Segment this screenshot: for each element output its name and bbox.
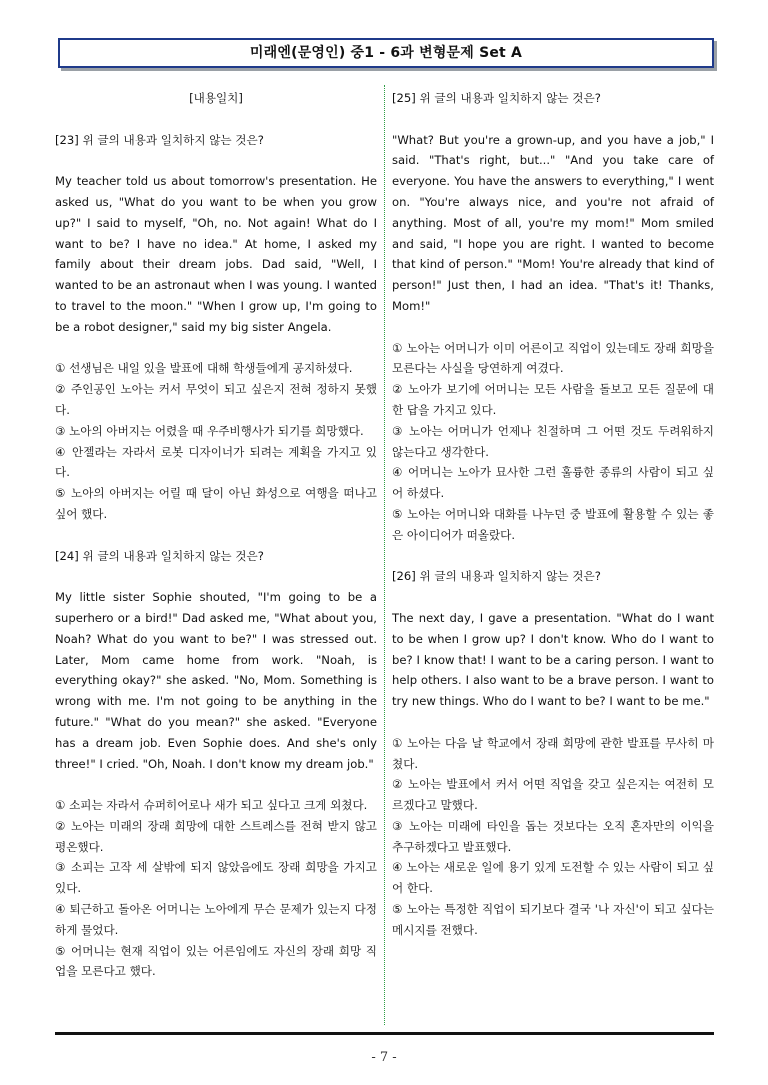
left-column bbox=[55, 88, 377, 1003]
option-2: ② 노아는 발표에서 커서 어떤 직업을 갖고 싶은지는 여전히 모르겠다고 말했다. bbox=[392, 777, 714, 813]
right-column bbox=[392, 88, 714, 961]
option-5: ⑤ 노아는 특정한 직업이 되기보다 결국 '나 자신'이 되고 싶다는 메시지를 전했다. bbox=[392, 902, 714, 937]
option-3: ③ 노아는 어머니가 언제나 친절하며 그 어떤 것도 두려워하지 않는다고 생각한다. bbox=[392, 423, 714, 459]
question-24-passage: My little sister Sophie shouted, "I'm going to be a superhero or a bird!" Dad asked me, "What about you, Noah? What do you want to be?" I was stressed out. Later, Mom came home from work. "Noah, is everything okay?" she asked. "No, Mom. Something is wrong with me. I'm not going to be anything in the future." "What do you mean?" she asked. "Everyone has a dream job. Even Sophie does. And she's only three!" I cried. "Oh, Noah. I don't know my dream job." bbox=[55, 590, 377, 771]
option-3: ③ 소피는 고작 세 살밖에 되지 않았음에도 장래 희망을 가지고 있다. bbox=[55, 860, 377, 896]
option-4: ④ 안젤라는 자라서 로봇 디자이너가 되려는 계획을 가지고 있다. bbox=[55, 444, 377, 480]
option-1: ① 소피는 자라서 슈퍼히어로나 새가 되고 싶다고 크게 외쳤다. bbox=[55, 798, 368, 813]
question-24-prompt: [24] 위 글의 내용과 일치하지 않는 것은? bbox=[55, 548, 264, 563]
question-26-passage: The next day, I gave a presentation. "What do I want to be when I grow up? I don't know. Who do I want to be? I know that! I want to be a caring person. I want to help others. I also want to be a brave person. I want to try new things. Who do I want to be? I want to be me." bbox=[392, 610, 714, 709]
option-2: ② 주인공인 노아는 커서 무엇이 되고 싶은지 전혀 정하지 못했다. bbox=[55, 382, 377, 417]
option-1: ① 선생님은 내일 있을 발표에 대해 학생들에게 공지하셨다. bbox=[55, 361, 353, 376]
question-23-prompt: [23] 위 글의 내용과 일치하지 않는 것은? bbox=[55, 132, 264, 147]
option-1: ① 노아는 다음 날 학교에서 장래 희망에 관한 발표를 무사히 마쳤다. bbox=[392, 735, 714, 771]
option-3: ③ 노아는 미래에 타인을 돕는 것보다는 오직 혼자만의 이익을 추구하겠다고 발표했다. bbox=[392, 818, 714, 854]
option-5: ⑤ 노아는 어머니와 대화를 나누던 중 발표에 활용할 수 있는 좋은 아이디어가 떠올랐다. bbox=[392, 506, 714, 542]
option-1: ① 노아는 어머니가 이미 어른이고 직업이 있는데도 장래 희망을 모른다는 사실을 당연하게 여겼다. bbox=[392, 340, 714, 376]
footer-rule bbox=[55, 1032, 714, 1035]
page-header bbox=[58, 38, 714, 68]
question-25-prompt: [25] 위 글의 내용과 일치하지 않는 것은? bbox=[392, 91, 601, 105]
option-2: ② 노아가 보기에 어머니는 모든 사람을 돌보고 모든 질문에 대한 답을 가지고 있다. bbox=[392, 382, 714, 417]
question-23-options bbox=[55, 358, 377, 524]
question-24-options bbox=[55, 795, 377, 982]
page-title: 미래엔(문영인) 중1 - 6과 변형문제 Set A bbox=[249, 45, 523, 61]
column-divider bbox=[384, 85, 385, 1025]
question-25-options bbox=[392, 338, 714, 546]
option-4: ④ 퇴근하고 돌아온 어머니는 노아에게 무슨 문제가 있는지 다정하게 물었다. bbox=[55, 902, 377, 937]
page-number: - 7 - bbox=[371, 1050, 397, 1065]
option-5: ⑤ 어머니는 현재 직업이 있는 어른임에도 자신의 장래 희망 직업을 모른다고 했다. bbox=[55, 943, 377, 979]
question-23-passage: My teacher told us about tomorrow's presentation. He asked us, "What do you want to be when you grow up?" I said to myself, "Oh, no. Not again! What do I want to be? I have no idea." At home, I asked my family about their dream jobs. Dad said, "Well, I wanted to be an astronaut when I was young. I wanted to travel to the moon." "When I grow up, I'm going to be a robot designer," said my big sister Angela. bbox=[55, 174, 377, 334]
option-5: ⑤ 노아의 아버지는 어릴 때 달이 아닌 화성으로 여행을 떠나고 싶어 했다. bbox=[55, 486, 377, 521]
option-4: ④ 어머니는 노아가 묘사한 그런 훌륭한 종류의 사람이 되고 싶어 하셨다. bbox=[392, 465, 714, 501]
option-2: ② 노아는 미래의 장래 희망에 대한 스트레스를 전혀 받지 않고 평온했다. bbox=[55, 818, 377, 854]
option-4: ④ 노아는 새로운 일에 용기 있게 도전할 수 있는 사람이 되고 싶어 한다. bbox=[392, 860, 714, 896]
question-26-prompt: [26] 위 글의 내용과 일치하지 않는 것은? bbox=[392, 569, 601, 584]
question-26-options bbox=[392, 733, 714, 941]
question-25-passage: "What? But you're a grown-up, and you have a job," I said. "That's right, but..." "And you take care of everyone. You have the answers to everything," I went on. "You're always nice, and you're not afraid of anything. Most of all, you're my mom!" Mom smiled and said, "I hope you are right. I wanted to become that kind of person." "Mom! You're already that kind of person!" Just then, I had an idea. "That's it! Thanks, Mom!" bbox=[392, 132, 714, 313]
section-label: [내용일치] bbox=[189, 91, 243, 105]
option-3: ③ 노아의 아버지는 어렸을 때 우주비행사가 되기를 희망했다. bbox=[55, 423, 364, 438]
